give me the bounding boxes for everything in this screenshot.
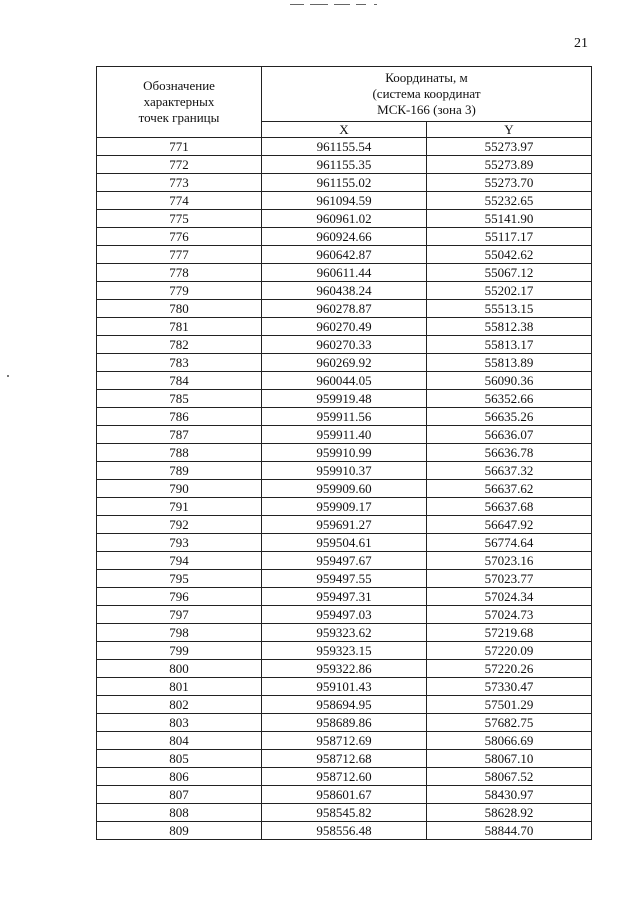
y-coordinate-cell: 58628.92 xyxy=(427,804,592,822)
point-id-cell: 806 xyxy=(97,768,262,786)
y-coordinate-cell: 55513.15 xyxy=(427,300,592,318)
y-coordinate-cell: 55141.90 xyxy=(427,210,592,228)
table-row xyxy=(97,228,592,246)
y-coordinate-cell: 55273.89 xyxy=(427,156,592,174)
point-id-cell: 781 xyxy=(97,318,262,336)
x-coordinate-cell: 959911.40 xyxy=(262,426,427,444)
table-row xyxy=(97,300,592,318)
y-coordinate-cell: 55232.65 xyxy=(427,192,592,210)
table-row xyxy=(97,732,592,750)
point-id-cell: 780 xyxy=(97,300,262,318)
x-coordinate-cell: 961155.35 xyxy=(262,156,427,174)
table-row xyxy=(97,696,592,714)
y-coordinate-cell: 58430.97 xyxy=(427,786,592,804)
x-coordinate-cell: 958712.68 xyxy=(262,750,427,768)
table-row xyxy=(97,336,592,354)
x-coordinate-cell: 961155.54 xyxy=(262,138,427,156)
point-id-cell: 791 xyxy=(97,498,262,516)
point-id-cell: 772 xyxy=(97,156,262,174)
point-id-cell: 778 xyxy=(97,264,262,282)
y-coordinate-cell: 56637.62 xyxy=(427,480,592,498)
point-id-cell: 808 xyxy=(97,804,262,822)
y-coordinate-cell: 57024.73 xyxy=(427,606,592,624)
y-coordinate-cell: 56352.66 xyxy=(427,390,592,408)
table-row xyxy=(97,480,592,498)
table-row xyxy=(97,192,592,210)
point-id-cell: 776 xyxy=(97,228,262,246)
x-coordinate-cell: 960961.02 xyxy=(262,210,427,228)
table-row xyxy=(97,246,592,264)
point-id-cell: 807 xyxy=(97,786,262,804)
table-row xyxy=(97,372,592,390)
x-coordinate-cell: 958712.60 xyxy=(262,768,427,786)
point-id-cell: 804 xyxy=(97,732,262,750)
point-id-cell: 787 xyxy=(97,426,262,444)
page-number: 21 xyxy=(574,36,588,51)
point-id-cell: 792 xyxy=(97,516,262,534)
point-id-cell: 785 xyxy=(97,390,262,408)
coordinates-table xyxy=(96,66,592,840)
y-coordinate-cell: 55813.89 xyxy=(427,354,592,372)
table-row xyxy=(97,606,592,624)
point-id-cell: 790 xyxy=(97,480,262,498)
point-id-cell: 802 xyxy=(97,696,262,714)
x-coordinate-cell: 959909.60 xyxy=(262,480,427,498)
y-coordinate-cell: 58066.69 xyxy=(427,732,592,750)
point-id-cell: 783 xyxy=(97,354,262,372)
y-column-header: Y xyxy=(427,121,592,137)
x-coordinate-cell: 960611.44 xyxy=(262,264,427,282)
header-line: характерных xyxy=(143,94,215,109)
point-id-cell: 805 xyxy=(97,750,262,768)
y-coordinate-cell: 57501.29 xyxy=(427,696,592,714)
x-coordinate-cell: 960270.49 xyxy=(262,318,427,336)
table-row xyxy=(97,444,592,462)
point-id-cell: 796 xyxy=(97,588,262,606)
x-coordinate-cell: 960278.87 xyxy=(262,300,427,318)
x-coordinate-cell: 959911.56 xyxy=(262,408,427,426)
table-row xyxy=(97,570,592,588)
y-coordinate-cell: 56637.68 xyxy=(427,498,592,516)
point-id-cell: 800 xyxy=(97,660,262,678)
x-coordinate-cell: 961155.02 xyxy=(262,174,427,192)
y-coordinate-cell: 56090.36 xyxy=(427,372,592,390)
y-coordinate-cell: 56637.32 xyxy=(427,462,592,480)
y-coordinate-cell: 57024.34 xyxy=(427,588,592,606)
y-coordinate-cell: 55067.12 xyxy=(427,264,592,282)
x-coordinate-cell: 958694.95 xyxy=(262,696,427,714)
x-coordinate-cell: 961094.59 xyxy=(262,192,427,210)
x-coordinate-cell: 958712.69 xyxy=(262,732,427,750)
point-id-cell: 799 xyxy=(97,642,262,660)
point-id-cell: 801 xyxy=(97,678,262,696)
point-id-cell: 777 xyxy=(97,246,262,264)
y-coordinate-cell: 57682.75 xyxy=(427,714,592,732)
x-coordinate-cell: 959497.67 xyxy=(262,552,427,570)
y-coordinate-cell: 57330.47 xyxy=(427,678,592,696)
table-row xyxy=(97,804,592,822)
point-id-cell: 803 xyxy=(97,714,262,732)
x-coordinate-cell: 960924.66 xyxy=(262,228,427,246)
y-coordinate-cell: 56635.26 xyxy=(427,408,592,426)
header-line: Координаты, м xyxy=(385,69,468,85)
x-coordinate-cell: 959497.55 xyxy=(262,570,427,588)
x-coordinate-cell: 958545.82 xyxy=(262,804,427,822)
y-coordinate-cell: 55202.17 xyxy=(427,282,592,300)
y-coordinate-cell: 55042.62 xyxy=(427,246,592,264)
x-coordinate-cell: 958689.86 xyxy=(262,714,427,732)
x-coordinate-cell: 959497.03 xyxy=(262,606,427,624)
scan-mark-side xyxy=(7,375,9,377)
coordinates-header xyxy=(262,67,592,122)
table-row xyxy=(97,354,592,372)
point-id-cell: 788 xyxy=(97,444,262,462)
x-coordinate-cell: 959919.48 xyxy=(262,390,427,408)
point-id-cell: 782 xyxy=(97,336,262,354)
table-row xyxy=(97,534,592,552)
table-row xyxy=(97,138,592,156)
x-coordinate-cell: 959909.17 xyxy=(262,498,427,516)
point-designation-header xyxy=(97,67,262,138)
header-line: точек границы xyxy=(138,110,220,125)
table-row xyxy=(97,318,592,336)
y-coordinate-cell: 57023.16 xyxy=(427,552,592,570)
table-row xyxy=(97,822,592,840)
table-row xyxy=(97,660,592,678)
table-row xyxy=(97,174,592,192)
table-body xyxy=(97,138,592,840)
point-id-cell: 779 xyxy=(97,282,262,300)
table-row xyxy=(97,714,592,732)
x-coordinate-cell: 960642.87 xyxy=(262,246,427,264)
y-coordinate-cell: 55273.97 xyxy=(427,138,592,156)
y-coordinate-cell: 55813.17 xyxy=(427,336,592,354)
y-coordinate-cell: 58844.70 xyxy=(427,822,592,840)
y-coordinate-cell: 58067.10 xyxy=(427,750,592,768)
y-coordinate-cell: 57023.77 xyxy=(427,570,592,588)
x-coordinate-cell: 959323.62 xyxy=(262,624,427,642)
point-id-cell: 809 xyxy=(97,822,262,840)
y-coordinate-cell: 56647.92 xyxy=(427,516,592,534)
table-row xyxy=(97,624,592,642)
y-coordinate-cell: 55273.70 xyxy=(427,174,592,192)
x-coordinate-cell: 958601.67 xyxy=(262,786,427,804)
x-coordinate-cell: 959322.86 xyxy=(262,660,427,678)
table-row xyxy=(97,768,592,786)
y-coordinate-cell: 58067.52 xyxy=(427,768,592,786)
y-coordinate-cell: 57219.68 xyxy=(427,624,592,642)
point-id-cell: 797 xyxy=(97,606,262,624)
table-row xyxy=(97,642,592,660)
table-row xyxy=(97,282,592,300)
table-row xyxy=(97,390,592,408)
point-id-cell: 774 xyxy=(97,192,262,210)
point-id-cell: 773 xyxy=(97,174,262,192)
table-row xyxy=(97,750,592,768)
x-coordinate-cell: 960438.24 xyxy=(262,282,427,300)
table-row xyxy=(97,408,592,426)
point-id-cell: 789 xyxy=(97,462,262,480)
table-row xyxy=(97,264,592,282)
table-row xyxy=(97,516,592,534)
y-coordinate-cell: 56774.64 xyxy=(427,534,592,552)
x-coordinate-cell: 960044.05 xyxy=(262,372,427,390)
point-id-cell: 795 xyxy=(97,570,262,588)
x-column-header: X xyxy=(262,121,427,137)
point-id-cell: 793 xyxy=(97,534,262,552)
point-id-cell: 794 xyxy=(97,552,262,570)
header-line: Обозначение xyxy=(143,78,215,93)
y-coordinate-cell: 56636.78 xyxy=(427,444,592,462)
table-row xyxy=(97,552,592,570)
table-row xyxy=(97,786,592,804)
table-row xyxy=(97,462,592,480)
x-coordinate-cell: 960269.92 xyxy=(262,354,427,372)
y-coordinate-cell: 57220.26 xyxy=(427,660,592,678)
point-id-cell: 775 xyxy=(97,210,262,228)
x-coordinate-cell: 959910.37 xyxy=(262,462,427,480)
x-coordinate-cell: 959323.15 xyxy=(262,642,427,660)
x-coordinate-cell: 959504.61 xyxy=(262,534,427,552)
x-coordinate-cell: 958556.48 xyxy=(262,822,427,840)
y-coordinate-cell: 56636.07 xyxy=(427,426,592,444)
y-coordinate-cell: 55812.38 xyxy=(427,318,592,336)
table-row xyxy=(97,156,592,174)
point-id-cell: 771 xyxy=(97,138,262,156)
y-coordinate-cell: 55117.17 xyxy=(427,228,592,246)
table-row xyxy=(97,498,592,516)
x-coordinate-cell: 959497.31 xyxy=(262,588,427,606)
point-id-cell: 786 xyxy=(97,408,262,426)
x-coordinate-cell: 960270.33 xyxy=(262,336,427,354)
header-line: (система координат xyxy=(372,85,481,101)
table-row xyxy=(97,210,592,228)
x-coordinate-cell: 959691.27 xyxy=(262,516,427,534)
table-row xyxy=(97,426,592,444)
scan-mark-top xyxy=(290,4,380,8)
x-coordinate-cell: 959101.43 xyxy=(262,678,427,696)
header-line: МСК-166 (зона 3) xyxy=(377,101,476,117)
table-row xyxy=(97,588,592,606)
point-id-cell: 798 xyxy=(97,624,262,642)
table-row xyxy=(97,678,592,696)
x-coordinate-cell: 959910.99 xyxy=(262,444,427,462)
y-coordinate-cell: 57220.09 xyxy=(427,642,592,660)
point-id-cell: 784 xyxy=(97,372,262,390)
